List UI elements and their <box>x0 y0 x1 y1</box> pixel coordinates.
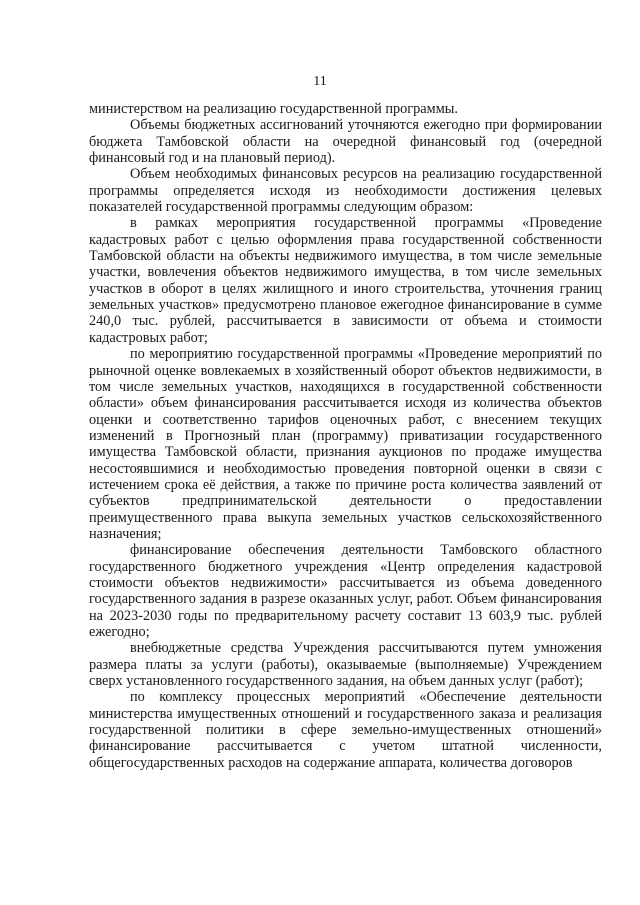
paragraph: по мероприятию государственной программы «Проведение мероприятий по рыночной оценке вовлекаемых в хозяйственный оборот объектов недвижимости, в том числе земельных участков, находящихся в государственной собственности области» объем финансирования рассчитывается исходя из количества объектов оценки и соответственно тарифов оценочных работ, с внесением текущих изменений в Прогнозный план (программу) приватизации государственного имущества Тамбовской области, признания аукционов по продаже имущества несостоявшимися и необходимостью проведения повторной оценки в связи с истечением срока её действия, а также по причине роста количества заявлений от субъектов предпринимательской деятельности о предоставлении преимущественного права выкупа земельных участков сельскохозяйственного назначения; <box>89 346 602 542</box>
paragraph: внебюджетные средства Учреждения рассчитываются путем умножения размера платы за услуги (работы), оказываемые (выполняемые) Учреждением сверх установленного государственного задания, на объем данных услуг (работ); <box>89 640 602 690</box>
body-text <box>89 101 602 771</box>
paragraph: в рамках мероприятия государственной программы «Проведение кадастровых работ с целью оформления права государственной собственности Тамбовской области на объекты недвижимого имущества, в том числе земельные участки, вовлечения объектов недвижимого имущества, в том числе земельных участков в оборот в целях жилищного и иного строительства, уточнения границ земельных участков» предусмотрено плановое ежегодное финансирование в сумме 240,0 тыс. рублей, рассчитывается в зависимости от объема и стоимости кадастровых работ; <box>89 215 602 346</box>
paragraph: Объемы бюджетных ассигнований уточняются ежегодно при формировании бюджета Тамбовской области на очередной финансовый год (очередной финансовый год и на плановый период). <box>89 117 602 167</box>
paragraph: Объем необходимых финансовых ресурсов на реализацию государственной программы определяется исходя из необходимости достижения целевых показателей государственной программы следующим образом: <box>89 166 602 216</box>
paragraph: по комплексу процессных мероприятий «Обеспечение деятельности министерства имущественных отношений и государственного заказа и реализация государственной политики в сфере земельно-имущественных отношений» финансирование рассчитывается с учетом штатной численности, общегосударственных расходов на содержание аппарата, количества договоров <box>89 689 602 771</box>
paragraph: финансирование обеспечения деятельности Тамбовского областного государственного бюджетного учреждения «Центр определения кадастровой стоимости объектов недвижимости» рассчитывается из объема доведенного государственного задания в разрезе оказанных услуг, работ. Объем финансирования на 2023-2030 годы по предварительному расчету составит 13 603,9 тыс. рублей ежегодно; <box>89 542 602 640</box>
page-number: 11 <box>313 74 327 89</box>
paragraph: министерством на реализацию государственной программы. <box>89 101 458 117</box>
